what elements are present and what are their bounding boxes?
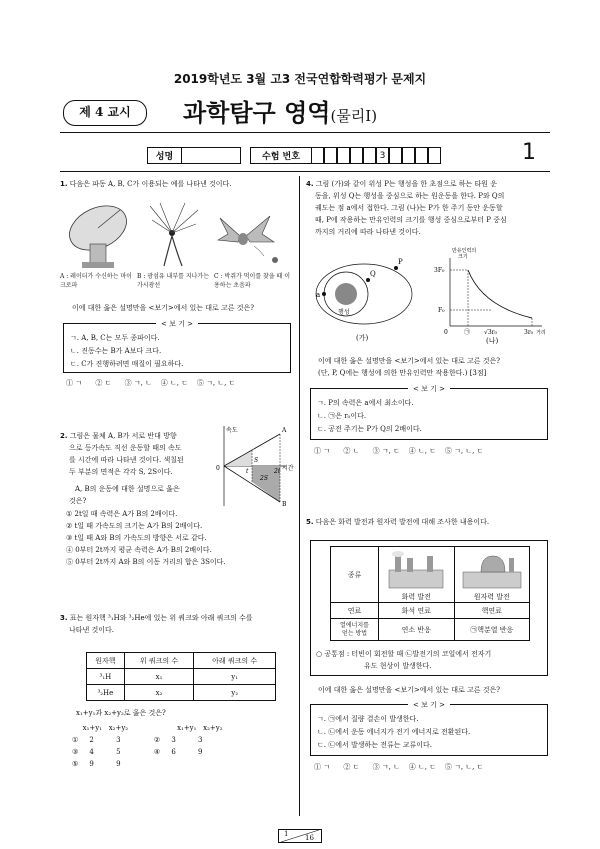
q5-bogi-item: ㄱ. ㉠에서 질량 결손이 발생한다. bbox=[317, 715, 419, 723]
q2-text-line: 그림은 물체 A, B가 서로 반대 방향 bbox=[69, 432, 177, 440]
exam-title: 2019학년도 3월 고3 전국연합학력평가 문제지 bbox=[173, 72, 427, 86]
q1-caption-a: A : 레이더가 수신하는 마이크로파 bbox=[60, 273, 132, 289]
q3-text-line: 나타낸 것이다. bbox=[69, 626, 115, 634]
q3-cell: y₁ bbox=[194, 669, 276, 685]
q3-th: 원자핵 bbox=[87, 653, 125, 669]
q3-cell: y₂ bbox=[194, 685, 276, 701]
q3-choice-row[interactable]: ① 2 3 ② 3 3 bbox=[72, 736, 203, 744]
q4-3f0: 3F₀ bbox=[434, 267, 445, 274]
q2-text-line: 으로 등가속도 직선 운동할 때의 속도 bbox=[69, 444, 182, 452]
q3-choice-row[interactable]: ⑤ 9 9 bbox=[72, 760, 121, 768]
q5-fuel-nuc: 핵연료 bbox=[454, 603, 530, 619]
q4-text-line: 그림 (가)와 같이 위성 P는 행성을 한 초점으로 하는 타원 운 bbox=[315, 180, 497, 188]
q2-number: 2. bbox=[60, 432, 68, 440]
q5-energy-fire: 연소 반응 bbox=[379, 619, 455, 641]
q5-row-energy-line: 열에너지를 bbox=[340, 621, 369, 629]
q4-text-line: 때, P에 작용하는 만유인력의 크기를 행성 중심으로부터 P 중심 bbox=[315, 216, 507, 224]
q4-zero: 0 bbox=[444, 329, 448, 336]
q4-bogi-box bbox=[310, 385, 548, 440]
q3-cell: x₂ bbox=[124, 685, 194, 701]
q5-bogi-box bbox=[310, 701, 548, 756]
page-total: 16 bbox=[305, 834, 314, 842]
q4-force-graph bbox=[432, 246, 550, 344]
page-current: 1 bbox=[284, 830, 289, 838]
q1-figures bbox=[60, 198, 292, 270]
q4-text-line: 궤도는 점 a에서 접한다. 그림 (나)는 P가 한 주기 동안 운동할 bbox=[315, 204, 503, 212]
q4-orbit-figure bbox=[306, 246, 424, 344]
q4-prompt-line: (단, P, Q에는 행성에 의한 만유인력만 작용한다.) [3점] bbox=[318, 369, 487, 377]
q4-prompt bbox=[318, 355, 553, 379]
subject-name: 과학탐구 영역 bbox=[183, 98, 331, 127]
q5-note-line: 유도 현상이 발생한다. bbox=[364, 662, 432, 670]
q5-fuel-fire: 화석 연료 bbox=[379, 603, 455, 619]
exam-no-digit: 3 bbox=[376, 147, 389, 164]
q5-note bbox=[316, 648, 546, 672]
page-indicator bbox=[278, 829, 322, 843]
q2-text-line: A, B의 운동에 대한 설명으로 옳은 bbox=[75, 485, 180, 493]
q5-stem bbox=[306, 516, 546, 528]
q4-prompt-line: 이에 대한 옳은 설명만을 <보기>에서 있는 대로 고른 것은? bbox=[318, 357, 501, 365]
q1-bogi-item: ㄷ. C가 진행하려면 매질이 필요하다. bbox=[70, 360, 184, 368]
q1-bogi-item: ㄴ. 진동수는 B가 A보다 크다. bbox=[70, 347, 162, 355]
q1-caption-c: C : 박쥐가 먹이를 찾을 때 이용하는 초음파 bbox=[214, 273, 291, 289]
q4-r0: ㉠ bbox=[464, 329, 471, 336]
q3-stem bbox=[60, 612, 295, 636]
q1-bogi-label: < 보 기 > bbox=[156, 320, 198, 328]
q5-fire-cell bbox=[379, 547, 455, 603]
q4-ylabel2: 크기 bbox=[458, 254, 468, 260]
q4-label-planet: 행성 bbox=[338, 309, 350, 316]
q5-nuclear-cell bbox=[454, 547, 530, 603]
header-rule-2 bbox=[60, 171, 550, 172]
exam-no-box[interactable] bbox=[311, 147, 324, 164]
q5-number: 5. bbox=[306, 518, 314, 526]
exam-no-label: 수험 번호 bbox=[250, 147, 312, 164]
q3-quark-table bbox=[86, 652, 276, 701]
q3-text-line: 표는 원자핵 ³₁H와 ³₂He에 있는 위 쿼크와 아래 쿼크의 수를 bbox=[69, 614, 253, 622]
q4-label-p: P bbox=[398, 258, 403, 266]
q1-text: 다음은 파동 A, B, C가 이용되는 예를 나타낸 것이다. bbox=[69, 180, 232, 188]
q5-energy-nuc: ㉠핵분열 반응 bbox=[454, 619, 530, 641]
q5-bogi-item: ㄴ. ㉡에서 운동 에너지가 전기 에너지로 전환된다. bbox=[317, 728, 471, 736]
q5-row-energy bbox=[331, 619, 379, 641]
q5-power-table bbox=[330, 546, 530, 641]
q3-number: 3. bbox=[60, 614, 68, 622]
q2-label-a: A bbox=[282, 427, 287, 434]
q1-bogi-box bbox=[63, 320, 291, 373]
exam-no-box[interactable] bbox=[415, 147, 428, 164]
column-divider bbox=[299, 176, 300, 816]
radar-dish-image bbox=[62, 198, 133, 268]
q1-bogi-item: ㄱ. A, B, C는 모두 종파이다. bbox=[70, 334, 160, 342]
exam-no-box[interactable] bbox=[350, 147, 363, 164]
q2-text-line: 것은? bbox=[69, 497, 87, 505]
thermal-plant-image bbox=[383, 550, 449, 590]
q5-row-fuel: 연료 bbox=[331, 603, 379, 619]
q1-prompt: 이에 대한 옳은 설명만을 <보기>에서 있는 대로 고른 것은? bbox=[72, 304, 255, 312]
subject-sub: (물리Ⅰ) bbox=[330, 107, 378, 125]
q2-velocity-graph bbox=[210, 420, 295, 508]
q3-choice-row[interactable]: ③ 4 5 ④ 6 9 bbox=[72, 748, 203, 756]
q2-text-line: 를 시간에 따라 나타낸 것이다. 색칠된 bbox=[69, 456, 184, 464]
q4-bogi-label: < 보 기 > bbox=[408, 385, 450, 393]
subject-title bbox=[183, 93, 377, 128]
exam-no-box[interactable] bbox=[389, 147, 402, 164]
q4-bogi-item: ㄷ. 공전 주기는 P가 Q의 2배이다. bbox=[317, 425, 422, 433]
exam-no-box[interactable] bbox=[363, 147, 376, 164]
bat-image bbox=[218, 216, 278, 263]
q2-ylabel: 속도 bbox=[226, 427, 238, 434]
q3-th: 위 쿼크의 수 bbox=[124, 653, 194, 669]
q4-r1: √3r₀ bbox=[484, 329, 497, 336]
q5-prompt: 이에 대한 옳은 설명만을 <보기>에서 있는 대로 고른 것은? bbox=[318, 686, 501, 694]
q2-text-line: 두 부분의 면적은 각각 S, 2S이다. bbox=[69, 468, 173, 476]
q1-stem bbox=[60, 178, 290, 190]
nuclear-plant-image bbox=[459, 550, 525, 590]
q3-cell: ³₂He bbox=[87, 685, 125, 701]
q2-label-zero: 0 bbox=[216, 465, 220, 472]
q3-th: 아래 쿼크의 수 bbox=[194, 653, 276, 669]
q4-stem bbox=[306, 178, 546, 238]
exam-no-box[interactable] bbox=[324, 147, 337, 164]
period-badge: 제 4 교시 bbox=[63, 100, 147, 126]
q4-label-a: a bbox=[316, 291, 321, 299]
q4-text-line: 까지의 거리에 따라 나타낸 것이다. bbox=[315, 228, 421, 236]
q3-prompt: x₁+y₁과 x₂+y₂로 옳은 것은? bbox=[76, 709, 166, 717]
q4-caption-ga: (가) bbox=[356, 334, 369, 342]
q2-choice[interactable]: ④ 0부터 2t까지 평균 속력은 A가 B의 2배이다. bbox=[66, 546, 212, 554]
header-rule bbox=[60, 132, 550, 133]
q5-text: 다음은 화력 발전과 원자력 발전에 대해 조사한 내용이다. bbox=[315, 518, 490, 526]
q4-dist: 거리 bbox=[536, 330, 546, 336]
name-field[interactable] bbox=[181, 147, 241, 164]
q3-cell: x₁ bbox=[124, 669, 194, 685]
q2-choice[interactable]: ③ t일 때 A와 B의 가속도의 방향은 서로 같다. bbox=[66, 534, 207, 542]
q2-label-b: B bbox=[282, 501, 287, 508]
exam-no-box[interactable] bbox=[337, 147, 350, 164]
page-number-big: 1 bbox=[522, 140, 536, 165]
q4-number: 4. bbox=[306, 180, 314, 188]
q3-cell: ³₁H bbox=[87, 669, 125, 685]
q5-row-energy-line: 얻는 방법 bbox=[341, 629, 368, 637]
q4-f0: F₀ bbox=[438, 307, 445, 314]
q2-choice[interactable]: ① 2t일 때 속력은 A가 B의 2배이다. bbox=[66, 510, 178, 518]
q4-bogi-item: ㄱ. P의 속력은 a에서 최소이다. bbox=[317, 399, 414, 407]
q5-bogi-label: < 보 기 > bbox=[408, 701, 450, 709]
q5-choices[interactable]: ① ㄱ ② ㄷ ③ ㄱ, ㄴ ④ ㄴ, ㄷ ⑤ ㄱ, ㄴ, ㄷ bbox=[314, 763, 484, 771]
q2-label-s: S bbox=[254, 457, 259, 464]
exam-no-box[interactable] bbox=[428, 147, 441, 164]
q1-number: 1. bbox=[60, 180, 68, 188]
q4-caption-na: (나) bbox=[486, 337, 499, 344]
q3-choice-head: x₁+y₁ x₂+y₂ x₁+y₁ x₂+y₂ bbox=[76, 724, 223, 732]
q4-r2: 3r₀ bbox=[524, 329, 534, 336]
q3-choices bbox=[72, 734, 203, 770]
q1-caption-b: B : 광섬유 내부를 지나가는 가시광선 bbox=[137, 273, 210, 289]
q5-row-kind: 종류 bbox=[331, 547, 379, 603]
exam-no-box[interactable] bbox=[402, 147, 415, 164]
planet-body bbox=[335, 283, 357, 305]
name-label: 성명 bbox=[147, 147, 182, 164]
q4-label-q: Q bbox=[370, 270, 376, 278]
q4-ylabel: 만유인력의 bbox=[452, 248, 477, 254]
q2-choices bbox=[66, 508, 294, 568]
q5-fire-label: 화력 발전 bbox=[401, 593, 431, 601]
q4-bogi-item: ㄴ. ㉠은 r₀이다. bbox=[317, 412, 367, 420]
q5-nuclear-label: 원자력 발전 bbox=[473, 593, 510, 601]
q4-choices[interactable]: ① ㄱ ② ㄴ ③ ㄱ, ㄷ ④ ㄴ, ㄷ ⑤ ㄱ, ㄴ, ㄷ bbox=[314, 447, 484, 455]
q2-label-2t: 2t bbox=[274, 468, 281, 475]
q2-xlabel: 시간 bbox=[282, 465, 294, 472]
optical-fiber-image bbox=[150, 203, 198, 266]
q2-choice[interactable]: ⑤ 0부터 2t까지 A와 B의 이동 거리의 합은 3S이다. bbox=[66, 558, 226, 566]
exam-no-boxes bbox=[311, 147, 441, 164]
q1-choices[interactable]: ① ㄱ ② ㄷ ③ ㄱ, ㄴ ④ ㄴ, ㄷ ⑤ ㄱ, ㄴ, ㄷ bbox=[66, 379, 236, 387]
q2-label-t: t bbox=[246, 468, 249, 475]
q4-text-line: 동을, 위성 Q는 행성을 중심으로 하는 원운동을 한다. P와 Q의 bbox=[315, 192, 505, 200]
q2-label-2s: 2S bbox=[260, 475, 268, 482]
q5-note-line: ○ 공통점 : 터빈이 회전할 때 ㉡발전기의 코일에서 전자기 bbox=[316, 650, 492, 658]
q5-bogi-item: ㄷ. ㉡에서 발생하는 전류는 교류이다. bbox=[317, 741, 433, 749]
q2-choice[interactable]: ② t일 때 가속도의 크기는 A가 B의 2배이다. bbox=[66, 522, 203, 530]
